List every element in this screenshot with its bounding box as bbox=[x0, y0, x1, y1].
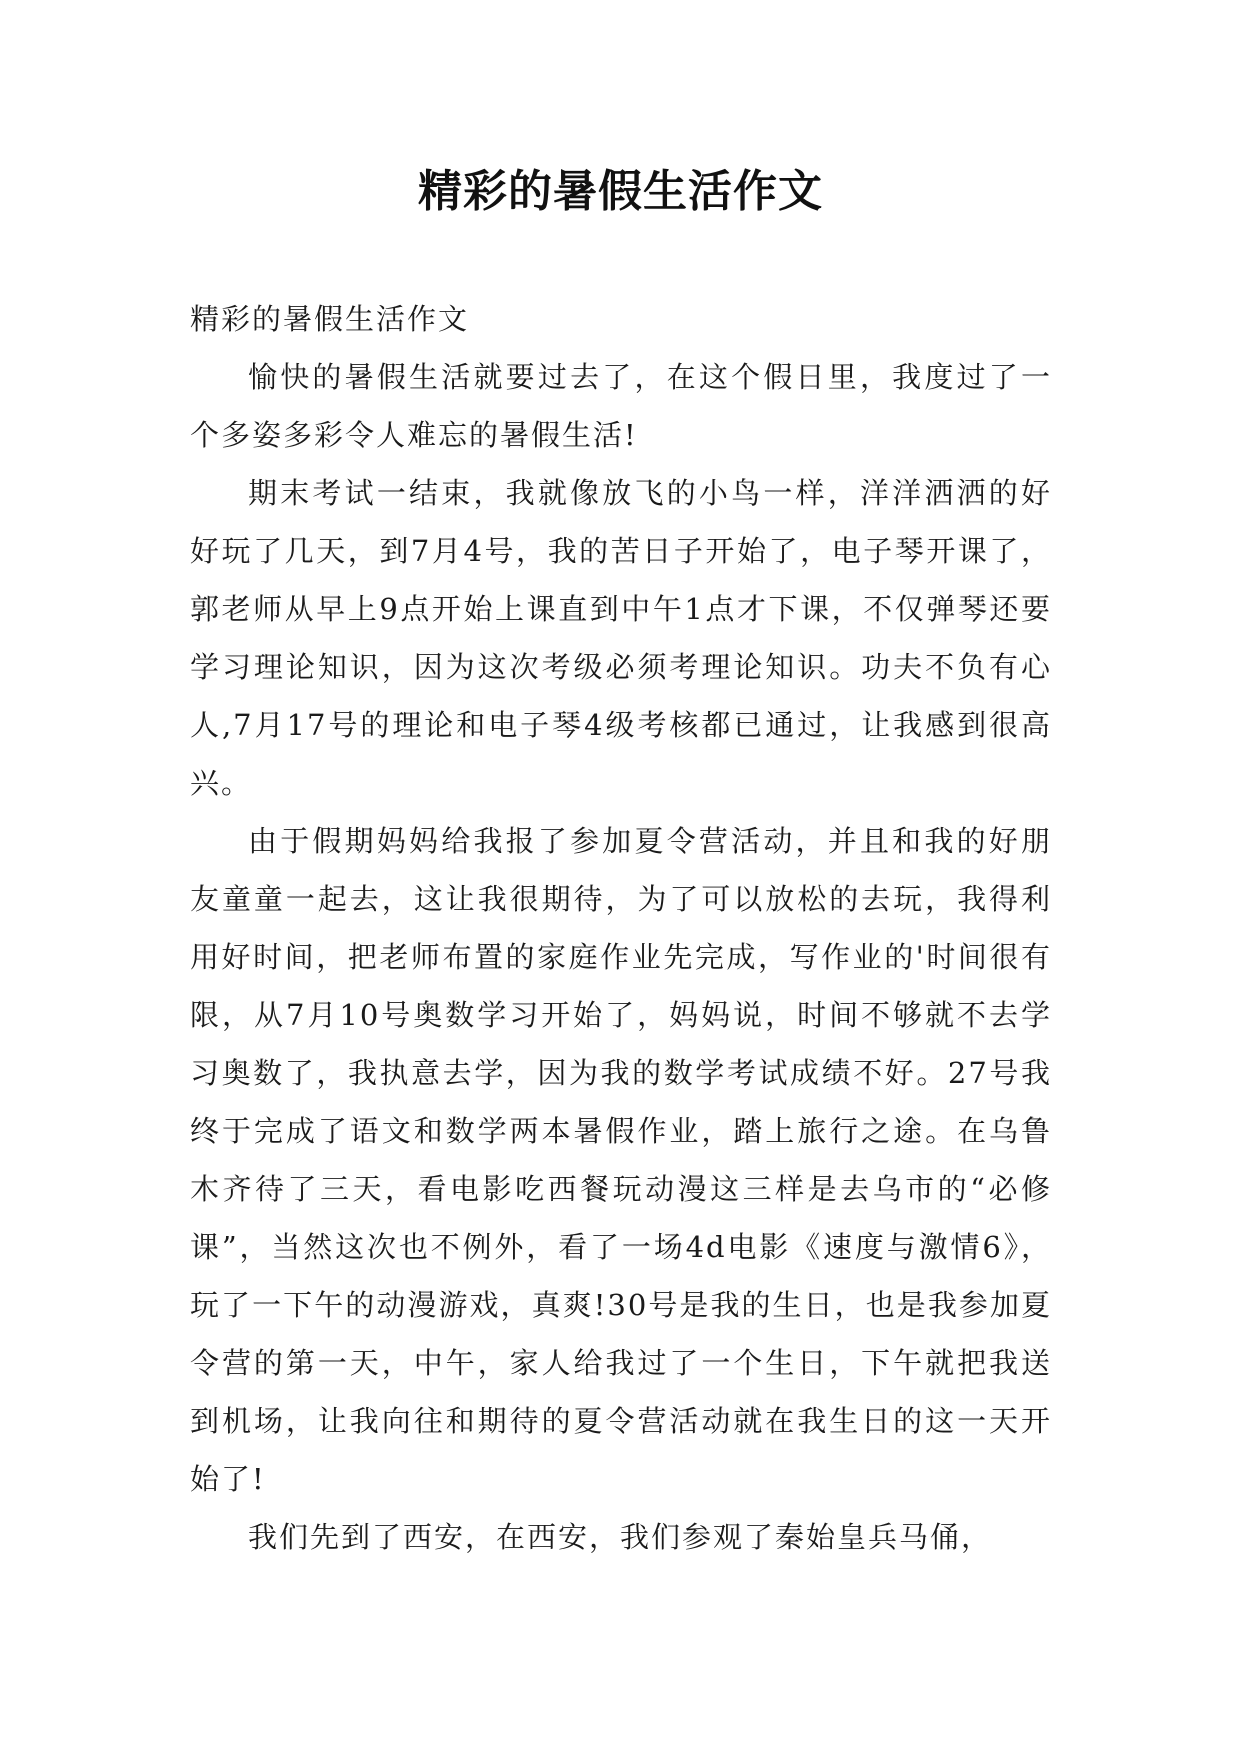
paragraph-4: 我们先到了西安，在西安，我们参观了秦始皇兵马俑， bbox=[248, 1520, 993, 1554]
document-subtitle: 精彩的暑假生活作文 bbox=[190, 302, 470, 336]
document-body bbox=[190, 290, 1052, 1566]
paragraph-3: 由于假期妈妈给我报了参加夏令营活动，并且和我的好朋友童童一起去，这让我很期待，为了可以放松的去玩，我得利用好时间，把老师布置的家庭作业先完成，写作业的'时间很有限，从7月10号奥数学习开始了，妈妈说，时间不够就不去学习奥数了，我执意去学，因为我的数学考试成绩不好。27号我终于完成了语文和数学两本暑假作业，踏上旅行之途。在乌鲁木齐待了三天，看电影吃西餐玩动漫这三样是去乌市的“必修课”，当然这次也不例外，看了一场4d电影《速度与激情6》，玩了一下午的动漫游戏，真爽!30号是我的生日，也是我参加夏令营的第一天，中午，家人给我过了一个生日，下午就把我送到机场，让我向往和期待的夏令营活动就在我生日的这一天开始了! bbox=[190, 824, 1052, 1496]
paragraph-2: 期末考试一结束，我就像放飞的小鸟一样，洋洋洒洒的好好玩了几天，到7月4号，我的苦日子开始了，电子琴开课了，郭老师从早上9点开始上课直到中午1点才下课，不仅弹琴还要学习理论知识，因为这次考级必须考理论知识。功夫不负有心人,7月17号的理论和电子琴4级考核都已通过，让我感到很高兴。 bbox=[190, 476, 1052, 800]
document-title: 精彩的暑假生活作文 bbox=[418, 166, 823, 217]
paragraph-1: 愉快的暑假生活就要过去了，在这个假日里，我度过了一个多姿多彩令人难忘的暑假生活! bbox=[190, 360, 1052, 452]
